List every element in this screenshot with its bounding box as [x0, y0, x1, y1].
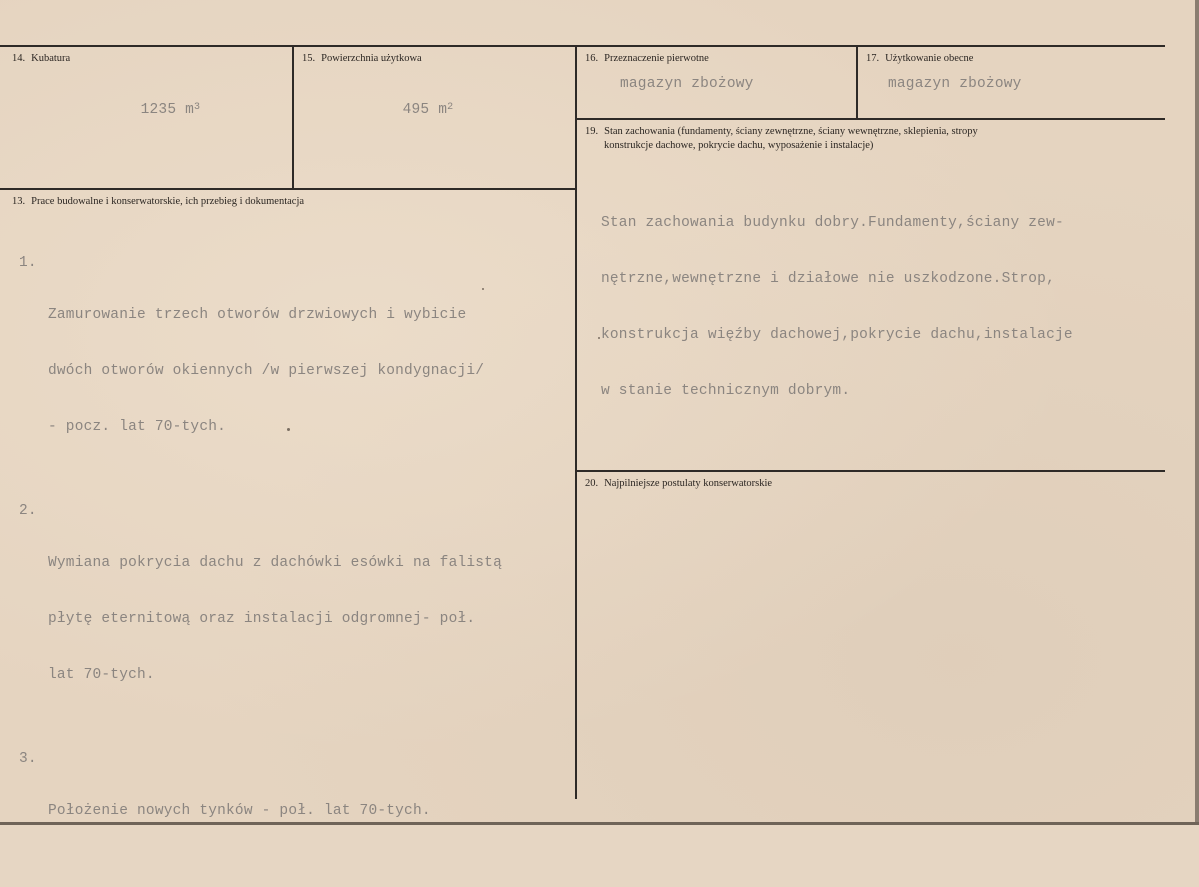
construction-works-list: [19, 223, 502, 887]
divider-14-15: [292, 45, 294, 188]
rule-below-19: [576, 470, 1165, 472]
condition-text: Stan zachowania budynku dobry.Fundamenty,ściany zew- nętrzne,wewnętrzne i działowe nie uszkodzone.Strop, konstrukcja więźby dachowej,pokrycie dachu,instalacje w stanie technicznym dobrym.: [601, 215, 1073, 399]
kubatura-value: 1235 $m^3$: [140, 102, 201, 118]
rule-below-16-17: [576, 118, 1165, 120]
works-item-3: 3. Położenie nowych tynków - poł. lat 70-tych.: [19, 751, 431, 819]
works-item-1: 1. Zamurowanie trzech otworów drzwiowych i wybicie dwóch otworów okiennych /w pierwszej kondygnacji/ - pocz. lat 70-tych.: [19, 255, 485, 435]
construction-works-label: 13. Prace budowalne i konserwatorskie, ich przebieg i dokumentacja: [12, 196, 305, 207]
conservation-postulates-label: 20. Najpilniejsze postulaty konserwatorskie: [585, 478, 773, 489]
kubatura-label: 14. Kubatura: [12, 53, 71, 64]
paper-speck: [482, 288, 484, 290]
card-edge-right: [1195, 0, 1199, 825]
original-purpose-label: 16. Przeznaczenie pierwotne: [585, 53, 709, 64]
original-purpose-value: magazyn zbożowy: [620, 76, 754, 92]
center-divider: [575, 45, 577, 799]
rule-below-14-15: [0, 188, 576, 190]
divider-16-17: [856, 45, 858, 118]
current-use-label: 17. Użytkowanie obecne: [866, 53, 974, 64]
condition-label-line2: konstrukcje dachowe, pokrycie dachu, wyposażenie i instalacje): [604, 140, 874, 151]
usable-area-label: 15. Powierzchnia użytkowa: [302, 53, 422, 64]
top-rule: [0, 45, 1165, 47]
paper-speck: [287, 428, 290, 431]
current-use-value: magazyn zbożowy: [888, 76, 1022, 92]
paper-speck: [598, 337, 600, 339]
works-item-2: 2. Wymiana pokrycia dachu z dachówki esówki na falistą płytę eternitową oraz instalacji odgromnej- poł. lat 70-tych.: [19, 503, 502, 683]
usable-area-value: 495 $m^2$: [402, 102, 454, 118]
condition-label: 19. Stan zachowania (fundamenty, ściany zewnętrzne, ściany wewnętrzne, sklepienia, stropy: [585, 126, 978, 137]
